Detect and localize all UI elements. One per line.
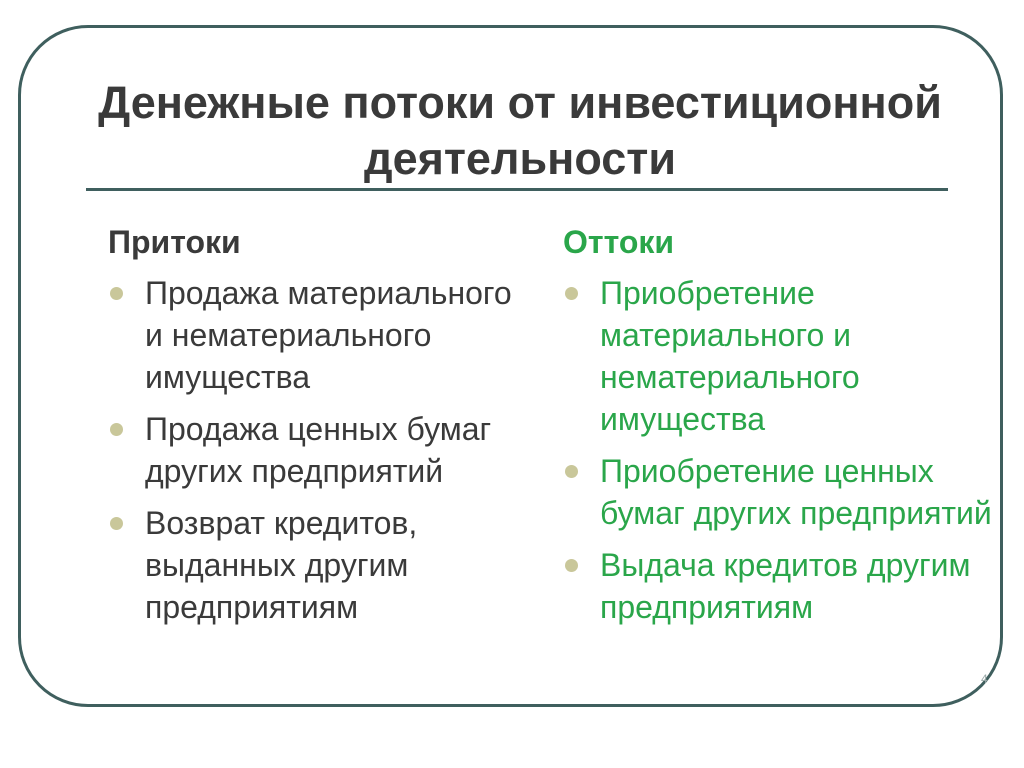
list-item bbox=[563, 544, 1003, 628]
outflows-heading: Оттоки bbox=[563, 224, 675, 260]
list-item-text: Выдача кредитов другим предприятиям bbox=[600, 547, 971, 625]
list-item-text: Возврат кредитов, выданных другим предприятиям bbox=[145, 505, 418, 625]
list-item bbox=[108, 272, 528, 398]
slide-title: Денежные потоки от инвестиционной деятельности bbox=[98, 77, 942, 184]
inflows-column bbox=[108, 222, 528, 638]
round-bullet-icon bbox=[110, 287, 123, 300]
list-item-text: Продажа ценных бумаг других предприятий bbox=[145, 411, 492, 489]
round-bullet-icon bbox=[565, 559, 578, 572]
list-item bbox=[563, 272, 1003, 440]
list-item bbox=[108, 408, 528, 492]
list-item-text: Приобретение ценных бумаг других предприятий bbox=[600, 453, 992, 531]
inflows-heading: Притоки bbox=[108, 224, 241, 260]
outflows-list bbox=[563, 272, 1003, 628]
round-bullet-icon bbox=[110, 423, 123, 436]
title-divider bbox=[86, 188, 948, 191]
list-item bbox=[108, 502, 528, 628]
inflows-list bbox=[108, 272, 528, 628]
outflows-column bbox=[563, 222, 1003, 638]
list-item bbox=[563, 450, 1003, 534]
list-item-text: Приобретение материального и нематериального имущества bbox=[600, 275, 860, 437]
list-item-text: Продажа материального и нематериального имущества bbox=[145, 275, 512, 395]
round-bullet-icon bbox=[565, 465, 578, 478]
round-bullet-icon bbox=[110, 517, 123, 530]
round-bullet-icon bbox=[565, 287, 578, 300]
page-number: 4 bbox=[981, 672, 988, 686]
